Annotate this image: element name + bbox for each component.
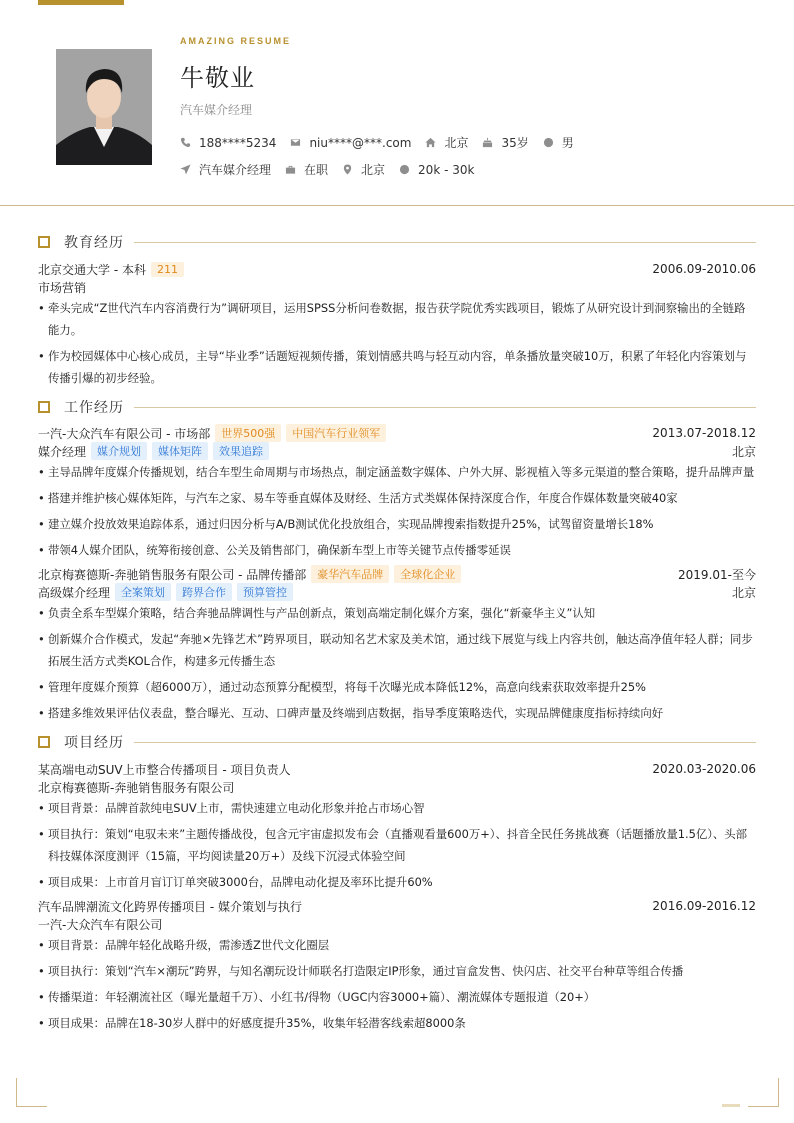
company-tag: 全球化企业	[394, 565, 461, 583]
list-item: • 项目背景：品牌年轻化战略升级，需渗透Z世代文化圈层	[38, 934, 756, 956]
footer-accent-bar	[722, 1104, 740, 1107]
list-item: • 带领4人媒介团队，统筹衔接创意、公关及销售部门，确保新车型上市等关键节点传播零延误	[38, 539, 756, 561]
status-item	[285, 161, 328, 178]
mail-icon	[290, 137, 301, 148]
work-bullets	[38, 602, 756, 724]
list-item: • 搭建多维效果评估仪表盘，整合曝光、互动、口碑声量及终端到店数据，指导季度策略迭代，实现品牌健康度指标持续向好	[38, 702, 756, 724]
section-square-icon	[38, 401, 50, 413]
company-tag: 中国汽车行业领军	[286, 424, 386, 442]
section-title: 工作经历	[64, 400, 124, 416]
work-entry	[38, 565, 756, 724]
project-bullets	[38, 934, 756, 1034]
location-text: 北京	[361, 163, 386, 177]
project-org: 一汽-大众汽车有限公司	[38, 917, 163, 932]
skill-tag: 全案策划	[115, 583, 171, 601]
work-city: 北京	[731, 444, 756, 459]
skill-tag: 预算管控	[237, 583, 293, 601]
top-accent-bar	[38, 0, 124, 5]
list-item: • 项目成果：上市首月盲订订单突破3000台，品牌电动化提及率环比提升60%	[38, 871, 756, 893]
gender-icon	[543, 137, 554, 148]
section-projects	[38, 728, 756, 756]
company-name: 一汽-大众汽车有限公司 - 市场部	[38, 426, 211, 441]
age-item	[482, 134, 528, 151]
school-tag: 211	[151, 262, 184, 277]
company-tag: 豪华汽车品牌	[311, 565, 389, 583]
section-square-icon	[38, 736, 50, 748]
project-title: 某高端电动SUV上市整合传播项目 - 项目负责人	[38, 762, 291, 777]
location-item	[342, 161, 385, 178]
company-name: 北京梅赛德斯-奔驰销售服务有限公司 - 品牌传播部	[38, 567, 307, 582]
list-item: • 主导品牌年度媒介传播规划，结合车型生命周期与市场热点，制定涵盖数字媒体、户外大屏、影视植入等多元渠道的整合策略，提升品牌声量	[38, 461, 756, 483]
section-divider	[134, 742, 756, 743]
project-bullets	[38, 797, 756, 893]
cake-icon	[482, 137, 493, 148]
work-bullets	[38, 461, 756, 561]
gender-text: 男	[561, 136, 574, 150]
education-bullets	[38, 297, 756, 389]
work-city: 北京	[731, 585, 756, 600]
section-square-icon	[38, 236, 50, 248]
role-name: 高级媒介经理	[38, 585, 111, 600]
list-item: • 搭建并维护核心媒体矩阵，与汽车之家、易车等垂直媒体及财经、生活方式类媒体保持深度合作，年度合作媒体数量突破40家	[38, 487, 756, 509]
section-title: 项目经历	[64, 735, 124, 751]
phone-text: 188****5234	[199, 135, 277, 150]
education-entry	[38, 260, 756, 389]
section-title: 教育经历	[64, 235, 124, 251]
profile-photo	[56, 49, 152, 165]
project-entry	[38, 897, 756, 1034]
list-item: • 项目执行：策划“电驭未来”主题传播战役，包含元宇宙虚拟发布会（直播观看量600万+）、抖音全民任务挑战赛（话题播放量1.5亿）、头部科技媒体深度测评（15篇，平均阅读量20万+）及线下沉浸式体验空间	[38, 823, 756, 867]
skill-tag: 效果追踪	[213, 442, 269, 460]
project-entry	[38, 760, 756, 893]
education-major: 市场营销	[38, 280, 87, 295]
candidate-name: 牛敬业	[180, 64, 255, 92]
list-item: • 项目背景：品牌首款纯电SUV上市，需快速建立电动化形象并抢占市场心智	[38, 797, 756, 819]
phone-icon	[180, 137, 191, 148]
skill-tag: 跨界合作	[176, 583, 232, 601]
briefcase-icon	[285, 164, 296, 175]
resume-body	[38, 226, 756, 1038]
list-item: • 项目执行：策划“汽车×潮玩”跨界，与知名潮玩设计师联名打造限定IP形象，通过盲盒发售、快闪店、社交平台种草等组合传播	[38, 960, 756, 982]
list-item: • 传播渠道：年轻潮流社区（曝光量超千万）、小红书/得物（UGC内容3000+篇）、潮流媒体专题报道（20+）	[38, 986, 756, 1008]
section-divider	[134, 407, 756, 408]
money-icon	[399, 164, 410, 175]
home-text: 北京	[444, 136, 469, 150]
list-item: • 管理年度媒介预算（超6000万），通过动态预算分配模型，将每千次曝光成本降低12%，高意向线索获取效率提升25%	[38, 676, 756, 698]
role-name: 媒介经理	[38, 444, 87, 459]
work-date: 2013.07-2018.12	[652, 426, 756, 440]
skill-tag: 媒介规划	[91, 442, 147, 460]
education-date: 2006.09-2010.06	[652, 262, 756, 276]
location-icon	[342, 164, 353, 175]
home-item	[425, 134, 468, 151]
corner-decoration-left	[16, 1078, 47, 1107]
salary-text: 20k - 30k	[418, 162, 475, 177]
corner-decoration-right	[748, 1078, 779, 1107]
email-item	[290, 136, 411, 150]
skill-tag: 媒体矩阵	[152, 442, 208, 460]
email-text: niu****@***.com	[309, 135, 412, 150]
job-intent-row	[180, 161, 488, 178]
gender-item	[543, 134, 574, 151]
list-item: • 项目成果：品牌在18-30岁人群中的好感度提升35%，收集年轻潜客线索超8000条	[38, 1012, 756, 1034]
age-text: 35岁	[501, 136, 529, 150]
send-icon	[180, 164, 191, 175]
intent-position-text: 汽车媒介经理	[199, 163, 272, 177]
intent-position-item	[180, 161, 271, 178]
work-entry	[38, 424, 756, 561]
school-name: 北京交通大学 - 本科	[38, 262, 146, 277]
section-divider	[134, 242, 756, 243]
list-item: • 创新媒介合作模式，发起“奔驰×先锋艺术”跨界项目，联动知名艺术家及美术馆，通过线下展览与线上内容共创，触达高净值年轻人群；同步拓展生活方式类KOL合作，构建多元传播生态	[38, 628, 756, 672]
list-item: • 牵头完成“Z世代汽车内容消费行为”调研项目，运用SPSS分析问卷数据，报告获学院优秀实践项目，锻炼了从研究设计到洞察输出的全链路能力。	[38, 297, 756, 341]
section-work	[38, 393, 756, 421]
work-date: 2019.01-至今	[678, 567, 756, 582]
company-tag: 世界500强	[215, 424, 281, 442]
project-date: 2020.03-2020.06	[652, 762, 756, 776]
project-org: 北京梅赛德斯-奔驰销售服务有限公司	[38, 780, 235, 795]
brand-label: AMAZING RESUME	[180, 36, 291, 46]
contact-info-row	[180, 134, 588, 151]
salary-item	[399, 163, 474, 177]
project-title: 汽车品牌潮流文化跨界传播项目 - 媒介策划与执行	[38, 899, 302, 914]
list-item: • 作为校园媒体中心核心成员，主导“毕业季”话题短视频传播，策划情感共鸣与轻互动内容，单条播放量突破10万，积累了年轻化内容策划与传播引爆的初步经验。	[38, 345, 756, 389]
project-date: 2016.09-2016.12	[652, 899, 756, 913]
status-text: 在职	[304, 163, 329, 177]
phone-item	[180, 136, 276, 150]
section-education	[38, 228, 756, 256]
job-title: 汽车媒介经理	[180, 103, 253, 117]
list-item: • 负责全系车型媒介策略，结合奔驰品牌调性与产品创新点，策划高端定制化媒介方案，强化“新豪华主义”认知	[38, 602, 756, 624]
list-item: • 建立媒介投放效果追踪体系，通过归因分析与A/B测试优化投放组合，实现品牌搜索指数提升25%，试驾留资量增长18%	[38, 513, 756, 535]
home-icon	[425, 137, 436, 148]
